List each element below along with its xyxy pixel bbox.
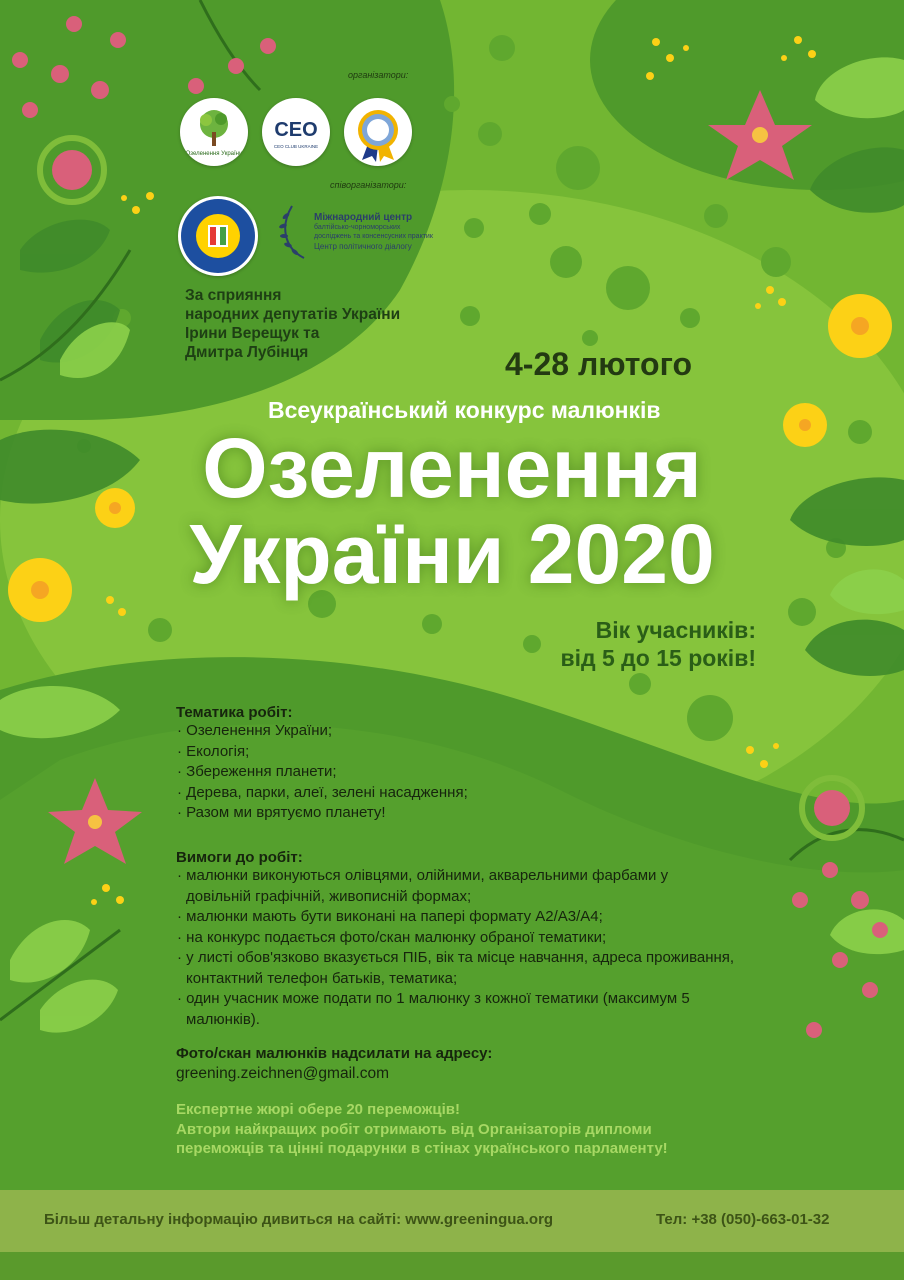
- support-line-4: Дмитра Лубінця: [185, 344, 309, 361]
- laurel-icon: [274, 200, 312, 260]
- tree-icon: [184, 102, 244, 162]
- themes-item: · Озеленення України;: [177, 722, 333, 739]
- seal-icon: [348, 102, 408, 162]
- jury-line-3: переможців та цінні подарунки в стінах українського парламенту!: [176, 1140, 668, 1157]
- requirements-item: · малюнки виконуються олівцями, олійними, акварельними фарбами у довільній графічній, живописній формах;: [177, 867, 669, 905]
- requirements-item: · на конкурс подається фото/скан малюнку обраної тематики;: [177, 928, 607, 946]
- jury-text: [176, 1100, 668, 1159]
- support-line-1: За сприяння: [185, 287, 282, 304]
- title-line-2: України 2020: [189, 507, 715, 601]
- age-info: [560, 616, 756, 672]
- logo5-line2: балтійсько-чорноморських: [314, 224, 401, 231]
- contest-subtitle: Всеукраїнський конкурс малюнків: [268, 397, 661, 423]
- organizers-label: організатори:: [348, 70, 409, 80]
- logo1-text: Озеленення України: [185, 151, 243, 157]
- themes-item: · Дерева, парки, алеї, зелені насадження;: [177, 783, 468, 801]
- jury-line-1: Експертне жюрі обере 20 переможців!: [176, 1101, 460, 1118]
- logo5-title: Міжнародний центр: [314, 212, 413, 223]
- contact-section: [176, 1045, 492, 1083]
- after-school-education-logo: [178, 196, 258, 276]
- footer-phone: Тел: +38 (050)-663-01-32: [656, 1211, 830, 1228]
- seal-logo: [344, 98, 412, 166]
- age-line-1: Вік учасників:: [595, 617, 756, 643]
- requirements-item: · малюнки мають бути виконані на папері формату А2/А3/А4;: [177, 908, 603, 925]
- contest-dates: 4-28 лютого: [505, 346, 693, 382]
- logo5-line4: Центр політичного діалогу: [314, 242, 412, 251]
- requirements-item: · один учасник може подати по 1 малюнку з кожної тематики (максимум 5 малюнків).: [177, 990, 690, 1028]
- themes-section: [176, 704, 736, 824]
- requirements-section: [176, 849, 756, 1030]
- footer-bar: [0, 1190, 904, 1252]
- themes-heading: Тематика робіт:: [176, 704, 293, 721]
- jury-line-2: Автори найкращих робіт отримають від Організаторів дипломи: [176, 1120, 652, 1138]
- support-line-3: Ірини Верещук та: [185, 325, 320, 342]
- greening-ukraine-logo: [180, 98, 248, 166]
- themes-item: · Збереження планети;: [177, 763, 337, 780]
- logo5-line3: досліджень та консенсусних практик: [314, 233, 433, 240]
- themes-list: [176, 721, 736, 824]
- themes-item: · Разом ми врятуємо планету!: [177, 804, 386, 821]
- contact-email[interactable]: greening.zeichnen@gmail.com: [176, 1065, 390, 1082]
- footer-info[interactable]: Більш детальну інформацію дивиться на сайті: www.greeningua.org: [44, 1211, 554, 1228]
- support-text: [185, 286, 400, 362]
- themes-item: · Екологія;: [177, 742, 250, 760]
- requirements-heading: Вимоги до робіт:: [176, 849, 303, 866]
- ceo-club-logo: [262, 98, 330, 166]
- title-line-1: Озеленення: [202, 421, 702, 515]
- requirements-item: · у листі обов'язково вказується ПІБ, вік та місце навчання, адреса проживання, контактний телефон батьків, тематика;: [177, 949, 735, 987]
- requirements-list: [176, 866, 756, 1030]
- support-line-2: народних депутатів України: [185, 306, 401, 323]
- logo2-text: CEO: [274, 119, 318, 141]
- bottom-strip: [0, 1252, 904, 1280]
- coorganizers-label: співорганізатори:: [330, 180, 407, 190]
- logo2-sub: CEO CLUB UKRAINE: [273, 144, 319, 149]
- ceo-icon: [266, 102, 326, 162]
- contact-heading: Фото/скан малюнків надсилати на адресу:: [176, 1045, 493, 1062]
- age-line-2: від 5 до 15 років!: [560, 645, 756, 671]
- international-center-logo: [274, 196, 444, 266]
- school-icon: [179, 197, 257, 275]
